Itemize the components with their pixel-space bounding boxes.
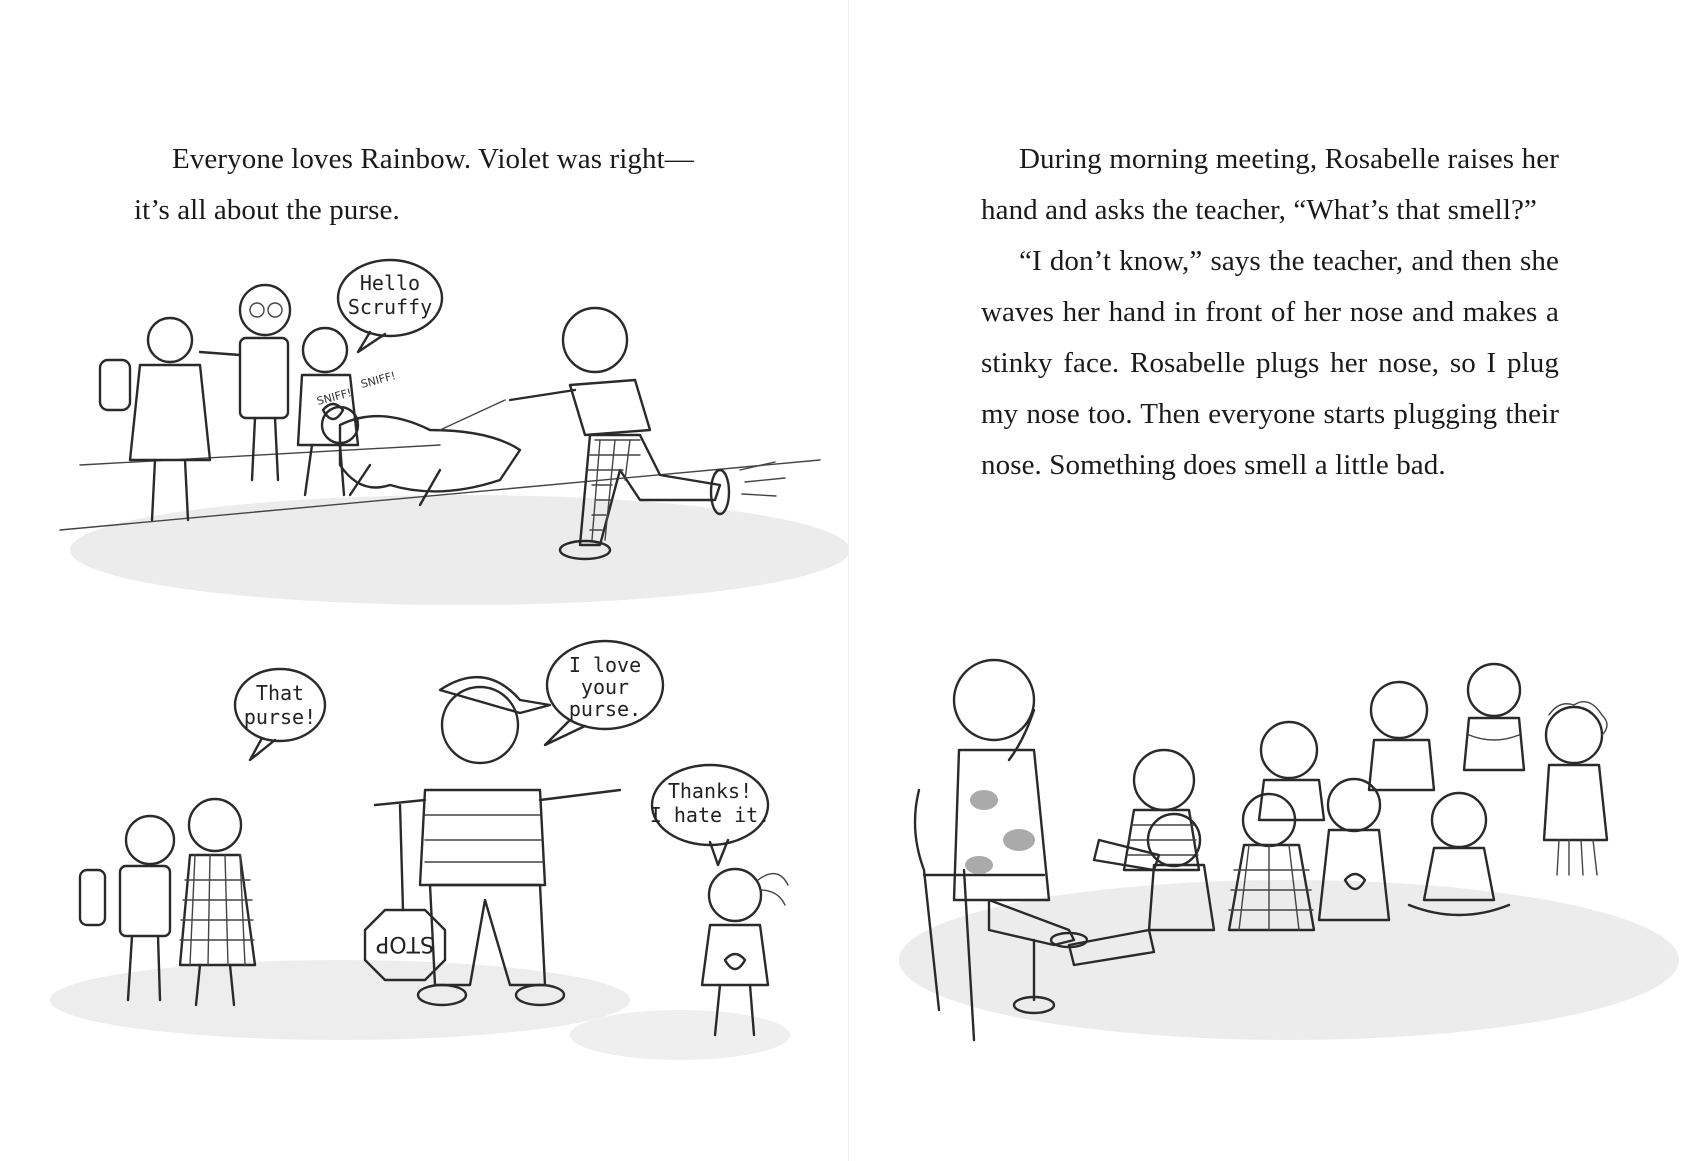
- stop-sign-text: STOP: [376, 931, 434, 956]
- right-paragraph-1: During morning meeting, Rosabelle raises her hand and asks the teacher, “What’s that smell?”: [981, 143, 1559, 226]
- right-paragraph-2: “I don’t know,” says the teacher, and then she waves her hand in front of her nose and makes a stinky face. Rosabelle plugs her nose, so I plug my nose too. Then everyone starts plugging their nose. Something does smell a little bad.: [981, 245, 1559, 481]
- illustration-classroom: [869, 640, 1669, 1110]
- left-paragraph-line-1: Everyone loves Rainbow. Violet was right—: [172, 143, 694, 175]
- bubble-thanks-line-2: I hate it.: [649, 803, 771, 827]
- bubble-hello-line-2: Scruffy: [347, 295, 433, 319]
- right-page: [849, 0, 1697, 1161]
- illustration-crossing-guard: [40, 640, 840, 1090]
- speech-bubble-love-purse: [545, 641, 663, 745]
- bubble-thanks-line-1: Thanks!: [667, 779, 753, 803]
- boy-glasses-figure: [200, 285, 290, 480]
- speech-bubble-thanks: [650, 765, 770, 865]
- speech-bubble-hello: [338, 260, 442, 352]
- left-paragraph-line-2: it’s all about the purse.: [134, 194, 400, 226]
- bubble-love-purse-line-2: your: [580, 675, 630, 699]
- bubble-love-purse-line-1: I love: [568, 653, 642, 677]
- speech-bubble-that-purse: [235, 669, 325, 760]
- illustration-dog-walk: [40, 260, 840, 630]
- bubble-that-purse-line-1: That: [255, 681, 305, 705]
- bubble-that-purse-line-2: purse!: [243, 705, 317, 729]
- stop-sign: [365, 805, 445, 980]
- girl-backpack-figure: [100, 318, 210, 520]
- bubble-love-purse-line-3: purse.: [568, 697, 642, 721]
- sniff-sfx-1: SNIFF!: [315, 386, 354, 408]
- bubble-hello-line-1: Hello: [359, 271, 421, 295]
- rainbow-girl-thanks-figure: [702, 869, 788, 1035]
- left-page: [0, 0, 848, 1161]
- sniff-sfx-2: SNIFF!: [359, 369, 398, 391]
- left-page-text: [134, 134, 774, 236]
- right-page-text: [981, 134, 1559, 491]
